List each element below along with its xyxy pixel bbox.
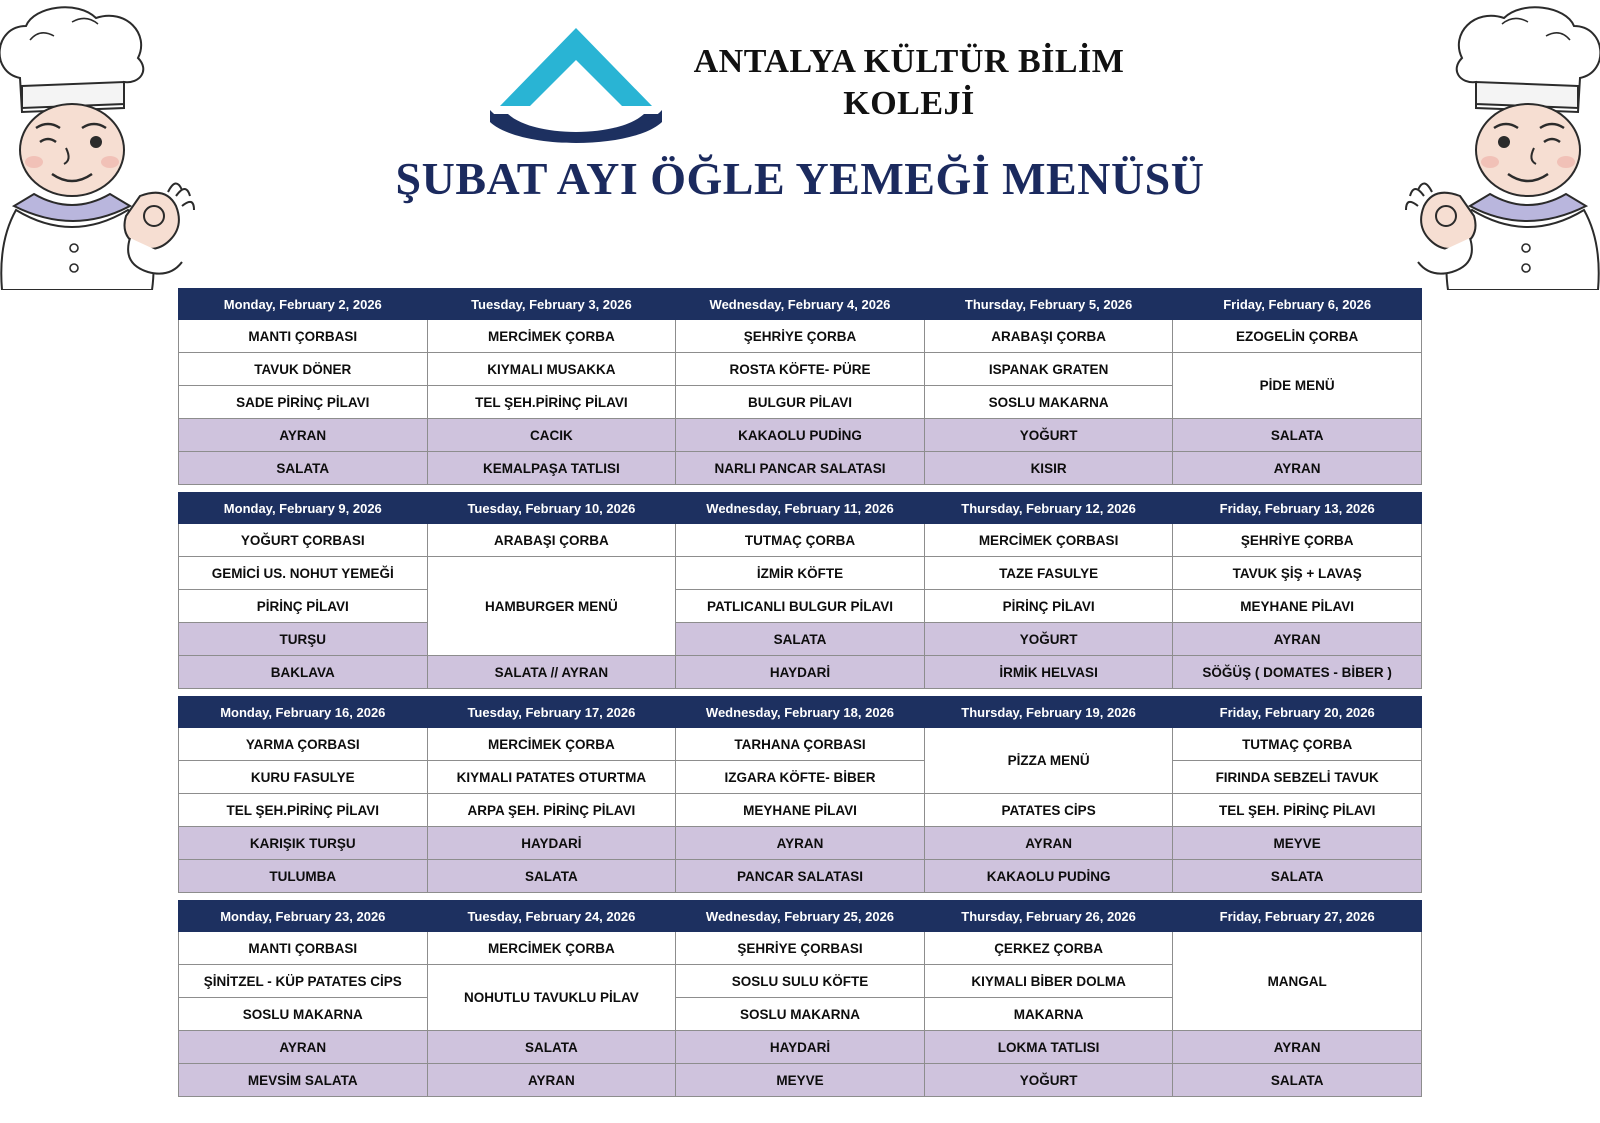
menu-row [179,524,1422,557]
menu-cell: SALATA [676,623,925,656]
menu-cell: MANGAL [1173,932,1422,1031]
spacer-cell [179,485,1422,493]
menu-cell: SÖĞÜŞ ( DOMATES - BİBER ) [1173,656,1422,689]
document-header [0,18,1600,205]
week-header-row [179,289,1422,320]
day-header-cell: Wednesday, February 4, 2026 [676,289,925,320]
day-header-cell: Thursday, February 19, 2026 [924,697,1173,728]
menu-cell: ARPA ŞEH. PİRİNÇ PİLAVI [427,794,676,827]
day-header-cell: Friday, February 13, 2026 [1173,493,1422,524]
menu-row [179,1031,1422,1064]
menu-cell: TEL ŞEH.PİRİNÇ PİLAVI [179,794,428,827]
menu-cell: KAKAOLU PUDİNG [676,419,925,452]
menu-cell: YARMA ÇORBASI [179,728,428,761]
menu-row [179,794,1422,827]
menu-cell: MERCİMEK ÇORBA [427,320,676,353]
menu-cell: BULGUR PİLAVI [676,386,925,419]
menu-row [179,761,1422,794]
menu-cell: MERCİMEK ÇORBA [427,728,676,761]
menu-row [179,419,1422,452]
week-header-row [179,493,1422,524]
day-header-cell: Wednesday, February 25, 2026 [676,901,925,932]
menu-cell: KARIŞIK TURŞU [179,827,428,860]
menu-row [179,590,1422,623]
menu-cell: MEYHANE PİLAVI [676,794,925,827]
menu-cell: ŞEHRİYE ÇORBA [676,320,925,353]
menu-cell: ARABAŞI ÇORBA [427,524,676,557]
menu-cell: MERCİMEK ÇORBASI [924,524,1173,557]
menu-cell: SOSLU SULU KÖFTE [676,965,925,998]
week-spacer [179,893,1422,901]
menu-cell: YOĞURT [924,419,1173,452]
menu-row [179,656,1422,689]
menu-cell: YOĞURT [924,1064,1173,1097]
day-header-cell: Tuesday, February 17, 2026 [427,697,676,728]
week-header-row [179,901,1422,932]
menu-cell: NARLI PANCAR SALATASI [676,452,925,485]
menu-cell: HAYDARİ [676,656,925,689]
menu-cell: ŞEHRİYE ÇORBA [1173,524,1422,557]
menu-cell: SALATA [427,860,676,893]
day-header-cell: Monday, February 16, 2026 [179,697,428,728]
menu-cell: GEMİCİ US. NOHUT YEMEĞİ [179,557,428,590]
menu-cell: MAKARNA [924,998,1173,1031]
menu-cell: PATATES CİPS [924,794,1173,827]
spacer-cell [179,893,1422,901]
day-header-cell: Friday, February 27, 2026 [1173,901,1422,932]
menu-cell: LOKMA TATLISI [924,1031,1173,1064]
menu-cell: PİRİNÇ PİLAVI [179,590,428,623]
menu-cell: IZGARA KÖFTE- BİBER [676,761,925,794]
menu-cell: AYRAN [924,827,1173,860]
day-header-cell: Monday, February 2, 2026 [179,289,428,320]
menu-cell: EZOGELİN ÇORBA [1173,320,1422,353]
menu-cell: SOSLU MAKARNA [924,386,1173,419]
menu-cell: AYRAN [1173,452,1422,485]
menu-cell: KIYMALI BİBER DOLMA [924,965,1173,998]
menu-cell: SALATA [1173,860,1422,893]
menu-cell: SALATA [1173,1064,1422,1097]
menu-cell: SOSLU MAKARNA [676,998,925,1031]
menu-cell: TUTMAÇ ÇORBA [676,524,925,557]
menu-cell: İZMİR KÖFTE [676,557,925,590]
menu-cell: ŞİNİTZEL - KÜP PATATES CİPS [179,965,428,998]
menu-row [179,728,1422,761]
menu-cell: KIYMALI MUSAKKA [427,353,676,386]
menu-cell: MANTI ÇORBASI [179,320,428,353]
menu-cell: MERCİMEK ÇORBA [427,932,676,965]
menu-cell: KURU FASULYE [179,761,428,794]
menu-cell: HAYDARİ [676,1031,925,1064]
day-header-cell: Tuesday, February 24, 2026 [427,901,676,932]
menu-table-container [178,288,1422,1097]
day-header-cell: Tuesday, February 3, 2026 [427,289,676,320]
menu-cell: PANCAR SALATASI [676,860,925,893]
menu-cell: MANTI ÇORBASI [179,932,428,965]
menu-cell: TULUMBA [179,860,428,893]
menu-cell: ISPANAK GRATEN [924,353,1173,386]
menu-cell: FIRINDA SEBZELİ TAVUK [1173,761,1422,794]
menu-cell: KEMALPAŞA TATLISI [427,452,676,485]
menu-cell: ÇERKEZ ÇORBA [924,932,1173,965]
menu-row [179,1064,1422,1097]
school-name-line1: ANTALYA KÜLTÜR BİLİM [693,42,1125,80]
menu-cell: SALATA // AYRAN [427,656,676,689]
menu-cell: TEL ŞEH.PİRİNÇ PİLAVI [427,386,676,419]
day-header-cell: Monday, February 9, 2026 [179,493,428,524]
day-header-cell: Thursday, February 26, 2026 [924,901,1173,932]
page-title: ŞUBAT AYI ÖĞLE YEMEĞİ MENÜSÜ [395,153,1205,204]
menu-cell: KAKAOLU PUDİNG [924,860,1173,893]
menu-row [179,827,1422,860]
menu-cell: MEVSİM SALATA [179,1064,428,1097]
day-header-cell: Wednesday, February 11, 2026 [676,493,925,524]
menu-cell: TARHANA ÇORBASI [676,728,925,761]
menu-cell: AYRAN [179,1031,428,1064]
menu-cell: KIYMALI PATATES OTURTMA [427,761,676,794]
menu-cell: MEYHANE PİLAVI [1173,590,1422,623]
menu-cell: TEL ŞEH. PİRİNÇ PİLAVI [1173,794,1422,827]
day-header-cell: Thursday, February 5, 2026 [924,289,1173,320]
menu-row [179,557,1422,590]
menu-cell: SADE PİRİNÇ PİLAVI [179,386,428,419]
menu-cell: TUTMAÇ ÇORBA [1173,728,1422,761]
menu-cell: ROSTA KÖFTE- PÜRE [676,353,925,386]
menu-cell: AYRAN [1173,623,1422,656]
menu-cell: SALATA [1173,419,1422,452]
menu-cell: TURŞU [179,623,428,656]
menu-cell: YOĞURT ÇORBASI [179,524,428,557]
mountain-peak-logo-icon [476,18,676,148]
menu-row [179,353,1422,386]
spacer-cell [179,689,1422,697]
menu-cell: TAVUK DÖNER [179,353,428,386]
menu-cell: BAKLAVA [179,656,428,689]
menu-cell: PİRİNÇ PİLAVI [924,590,1173,623]
menu-cell: KISIR [924,452,1173,485]
school-name [694,41,1125,126]
menu-table [178,288,1422,1097]
menu-cell: AYRAN [676,827,925,860]
menu-row [179,932,1422,965]
menu-row [179,860,1422,893]
week-spacer [179,689,1422,697]
brand-row [0,18,1600,148]
menu-cell: AYRAN [427,1064,676,1097]
menu-cell: İRMİK HELVASI [924,656,1173,689]
menu-cell: PATLICANLI BULGUR PİLAVI [676,590,925,623]
menu-cell: PİDE MENÜ [1173,353,1422,419]
menu-row [179,452,1422,485]
menu-cell: MEYVE [676,1064,925,1097]
menu-cell: SOSLU MAKARNA [179,998,428,1031]
day-header-cell: Friday, February 20, 2026 [1173,697,1422,728]
menu-cell: PİZZA MENÜ [924,728,1173,794]
school-name-line2: KOLEJİ [843,85,975,122]
menu-row [179,320,1422,353]
day-header-cell: Thursday, February 12, 2026 [924,493,1173,524]
menu-cell: TAVUK ŞİŞ + LAVAŞ [1173,557,1422,590]
menu-cell: HAMBURGER MENÜ [427,557,676,656]
menu-cell: ARABAŞI ÇORBA [924,320,1173,353]
week-header-row [179,697,1422,728]
menu-cell: TAZE FASULYE [924,557,1173,590]
day-header-cell: Wednesday, February 18, 2026 [676,697,925,728]
menu-cell: SALATA [179,452,428,485]
menu-cell: YOĞURT [924,623,1173,656]
day-header-cell: Tuesday, February 10, 2026 [427,493,676,524]
menu-cell: ŞEHRİYE ÇORBASI [676,932,925,965]
menu-cell: CACIK [427,419,676,452]
day-header-cell: Friday, February 6, 2026 [1173,289,1422,320]
week-spacer [179,485,1422,493]
day-header-cell: Monday, February 23, 2026 [179,901,428,932]
menu-cell: SALATA [427,1031,676,1064]
menu-cell: NOHUTLU TAVUKLU PİLAV [427,965,676,1031]
menu-cell: AYRAN [1173,1031,1422,1064]
menu-cell: HAYDARİ [427,827,676,860]
menu-row [179,623,1422,656]
menu-cell: MEYVE [1173,827,1422,860]
menu-cell: AYRAN [179,419,428,452]
